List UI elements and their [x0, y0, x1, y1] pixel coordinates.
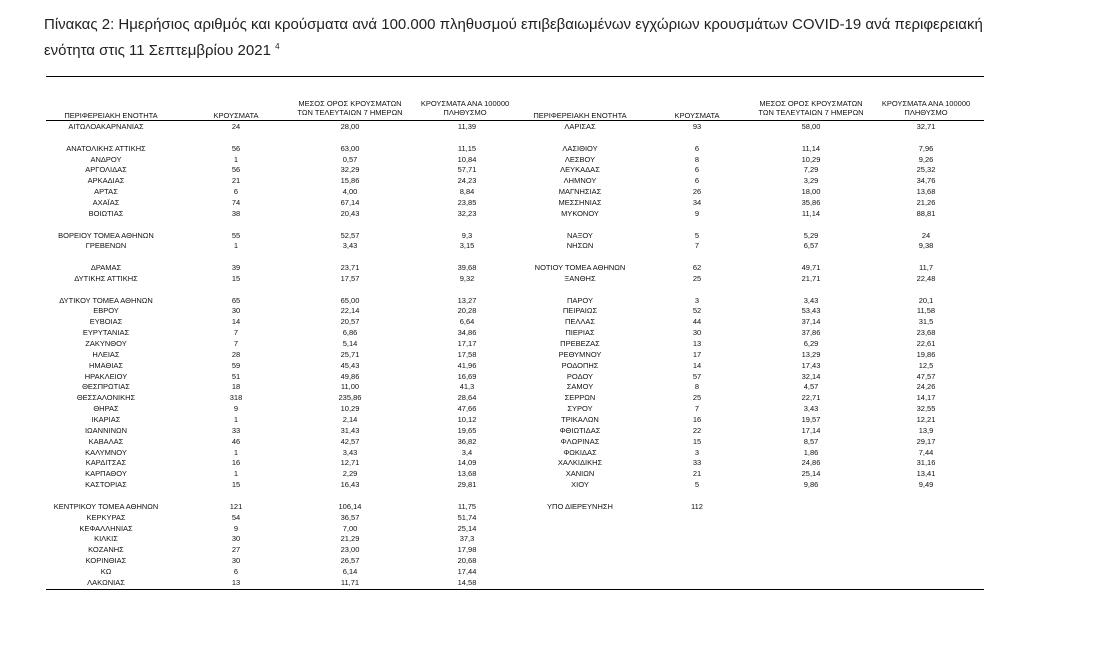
table-cell-per100k: 9,26 [918, 154, 934, 164]
table-cell-per100k: 28,64 [457, 393, 477, 403]
table-cell-avg7: 4,00 [342, 187, 358, 197]
table-cell-per100k: 21,26 [916, 197, 936, 207]
table-cell-per100k: 36,82 [457, 436, 477, 446]
table-cell-per100k: 31,5 [918, 317, 934, 327]
table-cell-cases: 34 [692, 197, 702, 207]
table-cell-avg7: 45,43 [340, 360, 360, 370]
table-cell-cases: 1 [233, 241, 239, 251]
table-cell-region: ΚΑΡΠΑΘΟΥ [85, 469, 127, 479]
table-cell-per100k: 10,12 [457, 414, 477, 424]
table-cell-avg7: 25,14 [801, 469, 821, 479]
table-cell-per100k: 22,61 [916, 339, 936, 348]
table-cell-region: ΚΙΛΚΙΣ [94, 534, 118, 544]
table-cell-cases: 112 [691, 501, 703, 511]
table-cell-region: ΑΝΔΡΟΥ [90, 154, 122, 164]
header-rule [46, 120, 984, 121]
table-cell-per100k: 37,3 [459, 534, 475, 544]
table-cell-per100k: 14,58 [457, 577, 477, 587]
table-cell-per100k: 13,68 [457, 469, 477, 479]
table-cell-region: ΜΕΣΣΗΝΙΑΣ [558, 197, 602, 207]
table-cell-region: ΚΕΦΑΛΛΗΝΙΑΣ [79, 523, 133, 533]
table-cell-per100k: 57,71 [457, 165, 477, 175]
table-cell-region: ΛΗΜΝΟΥ [563, 176, 597, 186]
table-cell-avg7: 25,71 [340, 349, 360, 359]
table-cell-per100k: 22,48 [916, 273, 936, 283]
table-cell-cases: 30 [692, 328, 702, 338]
table-cell-region: ΜΑΓΝΗΣΙΑΣ [558, 187, 602, 197]
table-cell-avg7: 22,71 [801, 393, 821, 403]
table-cell-region: ΡΟΔΟΥ [566, 371, 594, 381]
table-cell-cases: 9 [233, 404, 239, 414]
table-cell-per100k: 24,23 [457, 176, 477, 186]
table-cell-per100k: 13,27 [457, 295, 477, 305]
table-cell-cases: 6 [233, 187, 239, 197]
table-cell-per100k: 25,32 [916, 165, 936, 175]
table-cell-per100k: 25,14 [457, 523, 477, 533]
table-cell-cases: 7 [233, 328, 239, 338]
table-cell-cases: 7 [694, 241, 700, 251]
table-cell-per100k: 11,58 [916, 306, 936, 316]
table-cell-per100k: 9,49 [918, 480, 934, 490]
table-cell-cases: 30 [231, 556, 241, 565]
header-region-left: ΠΕΡΙΦΕΡΕΙΑΚΗ ΕΝΟΤΗΤΑ [64, 111, 158, 120]
table-cell-cases: 16 [692, 414, 702, 424]
table-cell-region: ΧΑΛΚΙΔΙΚΗΣ [557, 458, 603, 468]
table-cell-cases: 17 [692, 349, 702, 359]
table-cell-region: ΚΕΝΤΡΙΚΟΥ ΤΟΜΕΑ ΑΘΗΝΩΝ [53, 501, 159, 511]
table-cell-per100k: 23,68 [916, 328, 936, 338]
table-cell-avg7: 42,57 [340, 436, 360, 446]
table-cell-cases: 65 [231, 295, 241, 305]
table-cell-avg7: 49,86 [340, 371, 360, 381]
table-cell-region: ΝΟΤΙΟΥ ΤΟΜΕΑ ΑΘΗΝΩΝ [534, 263, 626, 272]
table-cell-region: ΥΠΟ ΔΙΕΡΕΥΝΗΣΗ [547, 501, 613, 511]
table-cell-per100k: 32,71 [916, 122, 936, 131]
table-cell-cases: 15 [231, 480, 241, 490]
table-cell-region: ΑΡΚΑΔΙΑΣ [87, 176, 125, 186]
table-cell-cases: 13 [231, 577, 241, 587]
table-cell-region: ΚΑΒΑΛΑΣ [88, 436, 124, 446]
table-cell-avg7: 28,00 [340, 122, 360, 131]
table-cell-region: ΛΑΚΩΝΙΑΣ [87, 577, 125, 587]
table-cell-avg7: 67,14 [340, 197, 360, 207]
table-cell-per100k: 29,81 [457, 480, 477, 490]
table-cell-per100k: 23,85 [457, 197, 477, 207]
table-cell-region: ΠΙΕΡΙΑΣ [565, 328, 595, 338]
table-cell-cases: 26 [692, 187, 702, 197]
table-cell-avg7: 10,29 [340, 404, 360, 414]
table-cell-region: ΛΕΥΚΑΔΑΣ [560, 165, 600, 175]
table-cell-per100k: 19,65 [457, 425, 477, 435]
table-cell-region: ΕΥΒΟΙΑΣ [89, 317, 123, 327]
table-cell-avg7: 20,57 [340, 317, 360, 327]
table-cell-per100k: 12,21 [916, 414, 936, 424]
table-cell-per100k: 10,84 [457, 154, 477, 164]
table-cell-per100k: 13,41 [916, 469, 936, 479]
table-cell-avg7: 37,86 [801, 328, 821, 338]
table-cell-per100k: 20,28 [457, 306, 477, 316]
table-cell-per100k: 29,17 [916, 436, 936, 446]
table-cell-avg7: 21,29 [340, 534, 360, 544]
table-cell-avg7: 58,00 [801, 122, 821, 131]
table-cell-per100k: 17,98 [457, 545, 477, 555]
table-cell-cases: 1 [233, 414, 239, 424]
top-rule [46, 76, 984, 77]
table-cell-cases: 15 [692, 436, 702, 446]
table-cell-avg7: 49,71 [801, 263, 821, 272]
table-cell-avg7: 13,29 [801, 349, 821, 359]
table-cell-cases: 8 [694, 154, 700, 164]
table-cell-per100k: 13,68 [916, 187, 936, 197]
table-cell-cases: 13 [692, 339, 702, 348]
table-cell-per100k: 34,76 [916, 176, 936, 186]
table-cell-per100k: 11,7 [918, 263, 934, 272]
table-cell-per100k: 20,68 [457, 556, 477, 565]
table-cell-per100k: 39,68 [457, 263, 477, 272]
table-cell-cases: 1 [233, 154, 239, 164]
table-cell-cases: 14 [231, 317, 241, 327]
table-cell-cases: 38 [231, 208, 241, 218]
table-cell-avg7: 9,86 [803, 480, 819, 490]
header-region-right: ΠΕΡΙΦΕΡΕΙΑΚΗ ΕΝΟΤΗΤΑ [533, 111, 627, 120]
table-cell-avg7: 3,43 [342, 241, 358, 251]
table-cell-cases: 44 [692, 317, 702, 327]
table-cell-region: ΚΕΡΚΥΡΑΣ [86, 512, 126, 522]
table-cell-avg7: 235,86 [338, 393, 362, 403]
table-cell-cases: 62 [692, 263, 702, 272]
table-cell-region: ΞΑΝΘΗΣ [564, 273, 596, 283]
table-cell-per100k: 19,86 [916, 349, 936, 359]
table-cell-cases: 1 [233, 447, 239, 457]
table-cell-avg7: 3,29 [803, 176, 819, 186]
table-cell-avg7: 6,86 [342, 328, 358, 338]
table-cell-avg7: 10,29 [801, 154, 821, 164]
table-cell-cases: 93 [692, 122, 702, 131]
table-cell-avg7: 15,86 [340, 176, 360, 186]
table-cell-region: ΧΑΝΙΩΝ [565, 469, 595, 479]
table-cell-avg7: 31,43 [340, 425, 360, 435]
table-cell-cases: 16 [231, 458, 241, 468]
table-cell-avg7: 8,57 [803, 436, 819, 446]
table-cell-avg7: 35,86 [801, 197, 821, 207]
table-cell-region: ΠΕΛΛΑΣ [564, 317, 596, 327]
table-cell-avg7: 1,86 [803, 447, 819, 457]
footnote-marker: 4 [275, 42, 280, 51]
table-cell-cases: 55 [231, 230, 241, 240]
table-cell-avg7: 22,14 [340, 306, 360, 316]
table-cell-cases: 25 [692, 273, 702, 283]
table-cell-region: ΣΑΜΟΥ [566, 382, 594, 392]
table-cell-region: ΚΩ [100, 566, 112, 576]
table-cell-per100k: 88,81 [916, 208, 936, 218]
table-cell-region: ΠΕΙΡΑΙΩΣ [562, 306, 598, 316]
document-title [44, 14, 1004, 62]
table-cell-avg7: 3,43 [803, 295, 819, 305]
table-cell-avg7: 0,57 [342, 154, 358, 164]
table-cell-region: ΘΗΡΑΣ [93, 404, 119, 414]
table-cell-avg7: 11,14 [801, 208, 821, 218]
table-cell-per100k: 47,66 [457, 404, 477, 414]
table-cell-per100k: 31,16 [916, 458, 936, 468]
table-cell-cases: 9 [233, 523, 239, 533]
table-cell-region: ΜΥΚΟΝΟΥ [561, 208, 599, 218]
table-cell-cases: 3 [694, 295, 700, 305]
table-cell-region: ΣΥΡΟΥ [567, 404, 593, 414]
table-cell-avg7: 24,86 [801, 458, 821, 468]
table-cell-avg7: 16,43 [340, 480, 360, 490]
table-cell-cases: 6 [694, 176, 700, 186]
table-cell-avg7: 53,43 [801, 306, 821, 316]
table-cell-region: ΚΟΡΙΝΘΙΑΣ [85, 556, 127, 565]
header-cases-right: ΚΡΟΥΣΜΑΤΑ [674, 111, 720, 120]
table-cell-cases: 30 [231, 534, 241, 544]
table-cell-region: ΚΑΣΤΟΡΙΑΣ [85, 480, 127, 490]
table-cell-per100k: 6,64 [459, 317, 475, 327]
table-cell-per100k: 32,23 [457, 208, 477, 218]
table-cell-region: ΦΘΙΩΤΙΔΑΣ [559, 425, 601, 435]
table-cell-cases: 39 [231, 263, 241, 272]
table-cell-region: ΑΝΑΤΟΛΙΚΗΣ ΑΤΤΙΚΗΣ [66, 143, 146, 153]
table-cell-region: ΙΩΑΝΝΙΝΩΝ [84, 425, 128, 435]
table-cell-per100k: 41,3 [459, 382, 475, 392]
table-cell-avg7: 4,57 [803, 382, 819, 392]
table-cell-cases: 6 [694, 143, 700, 153]
table-cell-avg7: 18,00 [801, 187, 821, 197]
table-cell-region: ΑΧΑΪΑΣ [92, 197, 120, 207]
table-cell-region: ΑΙΤΩΛΟΑΚΑΡΝΑΝΙΑΣ [68, 122, 144, 131]
table-cell-cases: 21 [231, 176, 241, 186]
table-cell-avg7: 11,14 [801, 143, 821, 153]
table-cell-region: ΗΛΕΙΑΣ [92, 349, 120, 359]
table-cell-cases: 6 [694, 165, 700, 175]
table-cell-avg7: 106,14 [338, 501, 362, 511]
table-cell-cases: 28 [231, 349, 241, 359]
table-cell-region: ΕΒΡΟΥ [93, 306, 119, 316]
table-cell-cases: 30 [231, 306, 241, 316]
table-cell-cases: 318 [229, 393, 243, 403]
table-cell-region: ΚΑΡΔΙΤΣΑΣ [85, 458, 127, 468]
table-cell-avg7: 5,14 [342, 339, 358, 348]
header-per100k-right: ΚΡΟΥΣΜΑΤΑ ΑΝΑ 100000 ΠΛΗΘΥΣΜΟ [881, 99, 971, 117]
table-cell-cases: 15 [231, 273, 241, 283]
table-cell-cases: 5 [694, 230, 700, 240]
table-cell-cases: 22 [692, 425, 702, 435]
table-cell-region: ΑΡΤΑΣ [94, 187, 118, 197]
table-cell-cases: 7 [233, 339, 239, 348]
table-cell-per100k: 20,1 [918, 295, 934, 305]
table-cell-cases: 21 [692, 469, 702, 479]
table-cell-cases: 59 [231, 360, 241, 370]
table-cell-avg7: 11,71 [340, 577, 360, 587]
header-avg7-left: ΜΕΣΟΣ ΟΡΟΣ ΚΡΟΥΣΜΑΤΩΝ ΤΩΝ ΤΕΛΕΥΤΑΙΩΝ 7 ΗΜΕΡΩΝ [297, 99, 403, 117]
table-cell-region: ΚΑΛΥΜΝΟΥ [85, 447, 127, 457]
table-cell-cases: 52 [692, 306, 702, 316]
table-cell-region: ΛΑΡΙΣΑΣ [564, 122, 596, 131]
table-cell-per100k: 7,44 [918, 447, 934, 457]
table-cell-avg7: 52,57 [340, 230, 360, 240]
table-cell-region: ΘΕΣΠΡΩΤΙΑΣ [82, 382, 130, 392]
table-cell-region: ΝΗΣΩΝ [566, 241, 594, 251]
table-cell-region: ΒΟΙΩΤΙΑΣ [88, 208, 124, 218]
table-cell-region: ΛΕΣΒΟΥ [564, 154, 596, 164]
table-cell-cases: 24 [231, 122, 241, 131]
table-cell-per100k: 12,5 [918, 360, 934, 370]
table-cell-per100k: 32,55 [916, 404, 936, 414]
header-cases-left: ΚΡΟΥΣΜΑΤΑ [213, 111, 259, 120]
document-title-text: Πίνακας 2: Ημερήσιος αριθμός και κρούσματα ανά 100.000 πληθυσμού επιβεβαιωμένων εγχώριων κρουσμάτων COVID-19 ανά περιφερειακή ενότητα στις 11 Σεπτεμβρίου 2021 [44, 16, 983, 59]
table-cell-cases: 121 [229, 501, 243, 511]
table-cell-per100k: 9,32 [459, 273, 475, 283]
table-cell-avg7: 32,29 [340, 165, 360, 175]
table-cell-avg7: 23,71 [340, 263, 360, 272]
table-cell-avg7: 3,43 [803, 404, 819, 414]
table-cell-cases: 54 [231, 512, 241, 522]
table-cell-avg7: 12,71 [340, 458, 360, 468]
table-cell-avg7: 3,43 [342, 447, 358, 457]
table-cell-avg7: 11,00 [340, 382, 360, 392]
table-cell-region: ΘΕΣΣΑΛΟΝΙΚΗΣ [76, 393, 136, 403]
table-cell-avg7: 19,57 [801, 414, 821, 424]
table-cell-per100k: 9,38 [918, 241, 934, 251]
table-cell-per100k: 41,96 [457, 360, 477, 370]
table-cell-region: ΛΑΣΙΘΙΟΥ [562, 143, 598, 153]
table-cell-per100k: 17,58 [457, 349, 477, 359]
table-cell-region: ΑΡΓΟΛΙΔΑΣ [85, 165, 127, 175]
table-cell-cases: 57 [692, 371, 702, 381]
table-cell-region: ΔΡΑΜΑΣ [90, 263, 122, 272]
table-cell-cases: 5 [694, 480, 700, 490]
table-cell-avg7: 32,14 [801, 371, 821, 381]
table-cell-per100k: 11,15 [457, 143, 477, 153]
table-cell-region: ΦΛΩΡΙΝΑΣ [560, 436, 600, 446]
table-cell-region: ΔΥΤΙΚΗΣ ΑΤΤΙΚΗΣ [74, 273, 138, 283]
table-cell-per100k: 24,26 [916, 382, 936, 392]
table-cell-region: ΕΥΡΥΤΑΝΙΑΣ [82, 328, 130, 338]
table-cell-avg7: 7,29 [803, 165, 819, 175]
table-cell-cases: 74 [231, 197, 241, 207]
table-cell-per100k: 14,17 [916, 393, 936, 403]
table-cell-avg7: 26,57 [340, 556, 360, 565]
table-cell-region: ΝΑΞΟΥ [567, 230, 593, 240]
table-cell-cases: 27 [231, 545, 241, 555]
table-cell-avg7: 20,43 [340, 208, 360, 218]
table-cell-cases: 18 [231, 382, 241, 392]
table-cell-per100k: 9,3 [461, 230, 473, 240]
table-cell-region: ΚΟΖΑΝΗΣ [88, 545, 124, 555]
table-cell-avg7: 6,29 [803, 339, 819, 348]
table-cell-cases: 8 [694, 382, 700, 392]
table-cell-per100k: 7,96 [918, 143, 934, 153]
table-cell-per100k: 3,15 [459, 241, 475, 251]
table-cell-region: ΡΟΔΟΠΗΣ [561, 360, 599, 370]
table-cell-region: ΖΑΚΥΝΘΟΥ [85, 339, 127, 348]
table-cell-per100k: 8,84 [459, 187, 475, 197]
table-cell-region: ΔΥΤΙΚΟΥ ΤΟΜΕΑ ΑΘΗΝΩΝ [59, 295, 153, 305]
table-cell-per100k: 16,69 [457, 371, 477, 381]
table-cell-per100k: 11,75 [457, 501, 477, 511]
header-per100k-left: ΚΡΟΥΣΜΑΤΑ ΑΝΑ 100000 ΠΛΗΘΥΣΜΟ [420, 99, 510, 117]
table-cell-avg7: 5,29 [803, 230, 819, 240]
table-cell-cases: 51 [231, 371, 241, 381]
table-cell-per100k: 17,44 [457, 566, 477, 576]
table-cell-avg7: 65,00 [340, 295, 360, 305]
table-cell-cases: 3 [694, 447, 700, 457]
table-cell-region: ΡΕΘΥΜΝΟΥ [558, 349, 602, 359]
table-cell-cases: 33 [692, 458, 702, 468]
table-cell-per100k: 11,39 [457, 122, 477, 131]
table-cell-avg7: 2,29 [342, 469, 358, 479]
table-cell-region: ΦΩΚΙΔΑΣ [563, 447, 597, 457]
table-cell-per100k: 34,86 [457, 328, 477, 338]
table-cell-cases: 56 [231, 165, 241, 175]
table-cell-per100k: 24 [921, 230, 931, 240]
table-cell-per100k: 13,9 [918, 425, 934, 435]
table-cell-region: ΠΑΡΟΥ [566, 295, 593, 305]
table-cell-per100k: 14,09 [457, 458, 477, 468]
table-cell-avg7: 23,00 [340, 545, 360, 555]
bottom-rule [46, 589, 984, 590]
table-cell-per100k: 3,4 [461, 447, 473, 457]
table-cell-cases: 1 [233, 469, 239, 479]
header-avg7-right: ΜΕΣΟΣ ΟΡΟΣ ΚΡΟΥΣΜΑΤΩΝ ΤΩΝ ΤΕΛΕΥΤΑΙΩΝ 7 ΗΜΕΡΩΝ [758, 99, 864, 117]
table-cell-per100k: 51,74 [457, 512, 477, 522]
table-cell-avg7: 17,43 [801, 360, 821, 370]
table-cell-avg7: 63,00 [340, 143, 360, 153]
table-cell-avg7: 17,14 [801, 425, 821, 435]
table-cell-region: ΗΡΑΚΛΕΙΟΥ [84, 371, 128, 381]
table-cell-avg7: 6,57 [803, 241, 819, 251]
table-cell-avg7: 7,00 [342, 523, 358, 533]
table-cell-avg7: 36,57 [340, 512, 360, 522]
table-cell-cases: 6 [233, 566, 239, 576]
table-cell-cases: 25 [692, 393, 702, 403]
table-cell-cases: 33 [231, 425, 241, 435]
table-cell-region: ΙΚΑΡΙΑΣ [91, 414, 121, 424]
table-cell-region: ΧΙΟΥ [571, 480, 589, 490]
table-cell-cases: 14 [692, 360, 702, 370]
table-cell-avg7: 2,14 [342, 414, 358, 424]
table-cell-cases: 9 [694, 208, 700, 218]
table-cell-per100k: 47,57 [916, 371, 936, 381]
table-cell-region: ΤΡΙΚΑΛΩΝ [561, 414, 599, 424]
table-cell-avg7: 17,57 [340, 273, 360, 283]
table-cell-cases: 56 [231, 143, 241, 153]
table-cell-region: ΒΟΡΕΙΟΥ ΤΟΜΕΑ ΑΘΗΝΩΝ [58, 230, 154, 240]
table-cell-region: ΣΕΡΡΩΝ [564, 393, 596, 403]
table-cell-per100k: 17,17 [457, 339, 477, 348]
table-cell-avg7: 37,14 [801, 317, 821, 327]
table-cell-avg7: 21,71 [801, 273, 821, 283]
table-cell-region: ΠΡΕΒΕΖΑΣ [560, 339, 600, 348]
table-cell-avg7: 6,14 [342, 566, 358, 576]
table-cell-cases: 46 [231, 436, 241, 446]
table-cell-region: ΗΜΑΘΙΑΣ [88, 360, 124, 370]
table-cell-cases: 7 [694, 404, 700, 414]
table-cell-region: ΓΡΕΒΕΝΩΝ [85, 241, 127, 251]
